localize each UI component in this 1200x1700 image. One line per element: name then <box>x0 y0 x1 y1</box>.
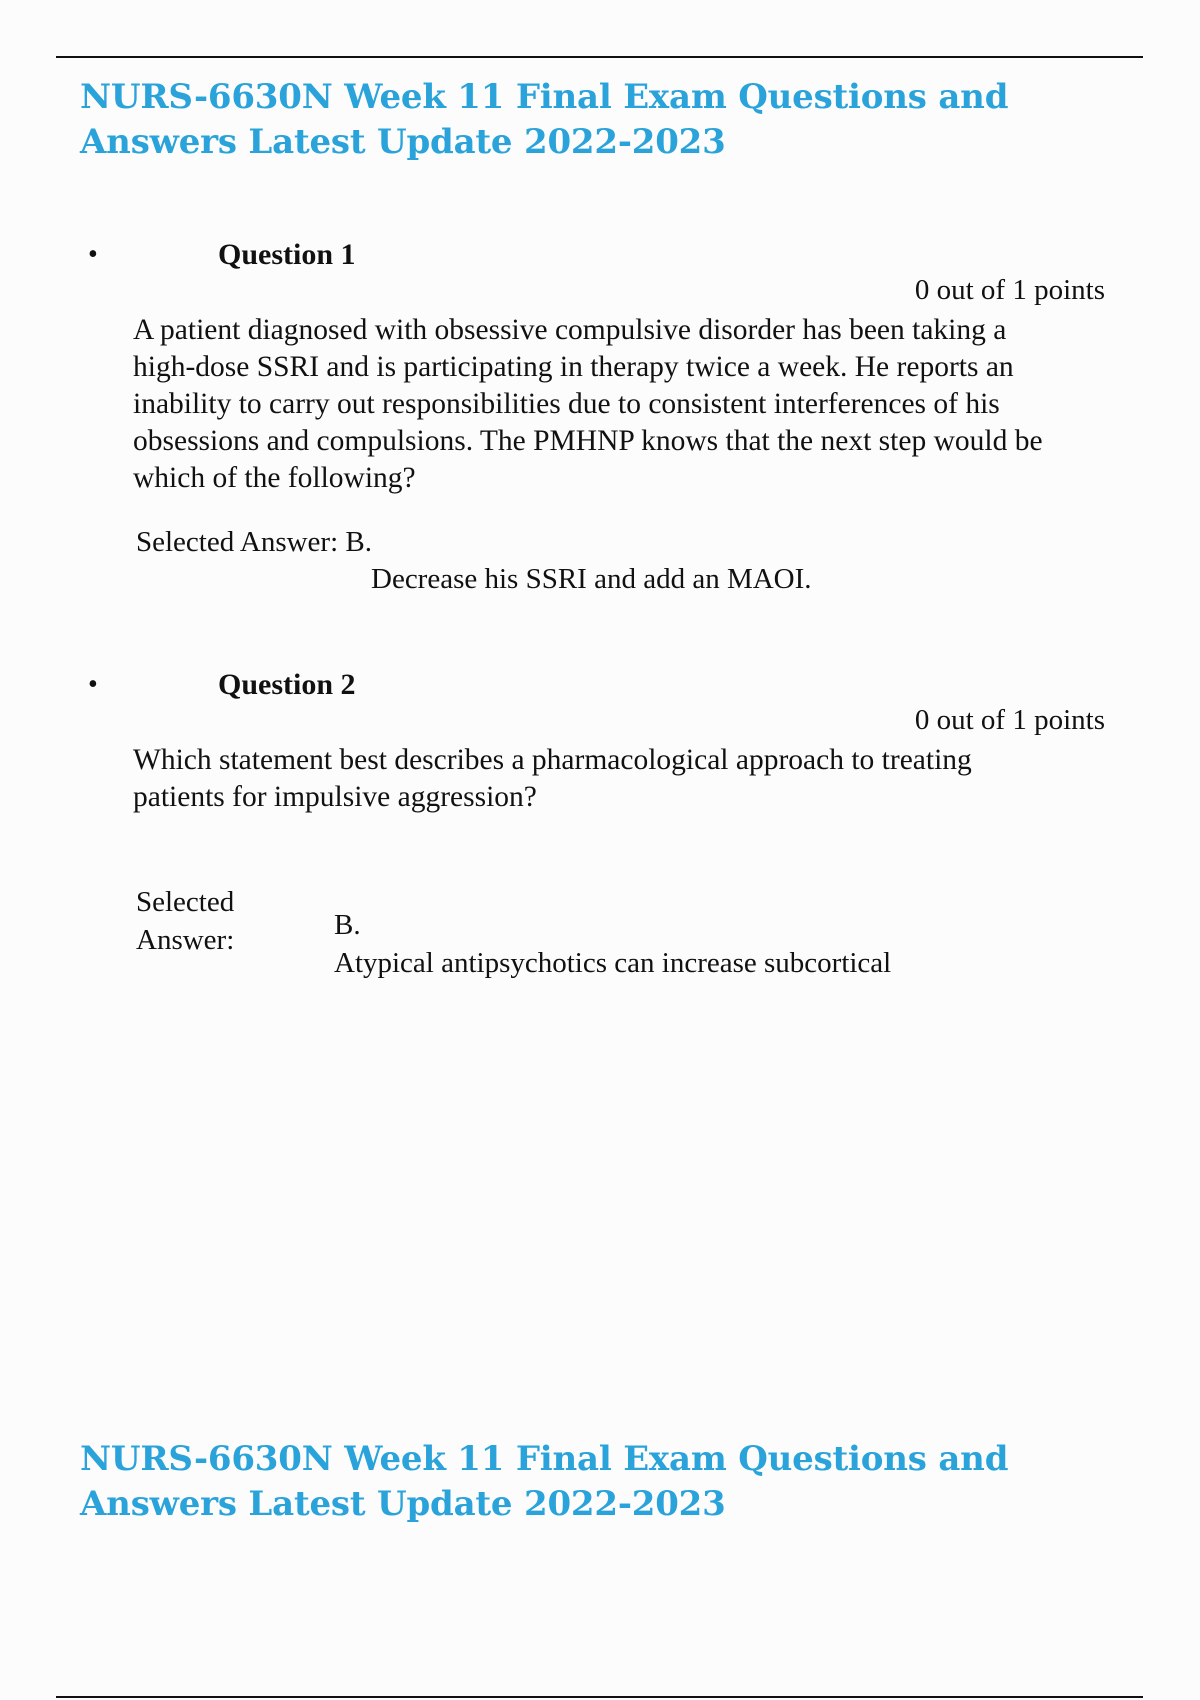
question-1-points: 0 out of 1 points <box>914 274 1105 306</box>
question-1-text: A patient diagnosed with obsessive compulsive disorder has been taking a high-dose SSRI and is participating in therapy twice a week. He reports an inability to carry out responsibilities due to consistent interferences of his obsessions and compulsions. The PMHNP knows that the next step would be which of the following? <box>133 314 1043 494</box>
question-1-selected-answer <box>136 523 372 561</box>
question-2-points: 0 out of 1 points <box>914 704 1105 736</box>
top-rule <box>56 56 1143 58</box>
bullet-icon: • <box>88 669 98 700</box>
question-2-answer-label-line2: Answer: <box>136 924 235 956</box>
question-2-label: Question 2 <box>218 668 356 701</box>
question-1-label: Question 1 <box>218 238 356 271</box>
bullet-icon: • <box>88 239 98 270</box>
question-1-answer-text: Decrease his SSRI and add an MAOI. <box>371 563 812 595</box>
question-2-text: Which statement best describes a pharmacological approach to treating patients for impulsive aggression? <box>133 744 972 813</box>
question-2-answer-text: Atypical antipsychotics can increase subcortical <box>334 947 892 979</box>
question-2-answer-letter: B. <box>334 909 361 941</box>
question-1-header <box>88 235 356 275</box>
selected-answer-label: Selected Answer: <box>136 526 339 558</box>
bottom-rule <box>56 1696 1143 1698</box>
selected-answer-letter: B. <box>345 526 372 558</box>
footer-title: NURS-6630N Week 11 Final Exam Questions and Answers Latest Update 2022-2023 <box>80 1439 1009 1524</box>
question-2-header <box>88 665 356 705</box>
document-title: NURS-6630N Week 11 Final Exam Questions and Answers Latest Update 2022-2023 <box>80 77 1009 162</box>
question-2-answer-label-line1: Selected <box>136 886 235 918</box>
